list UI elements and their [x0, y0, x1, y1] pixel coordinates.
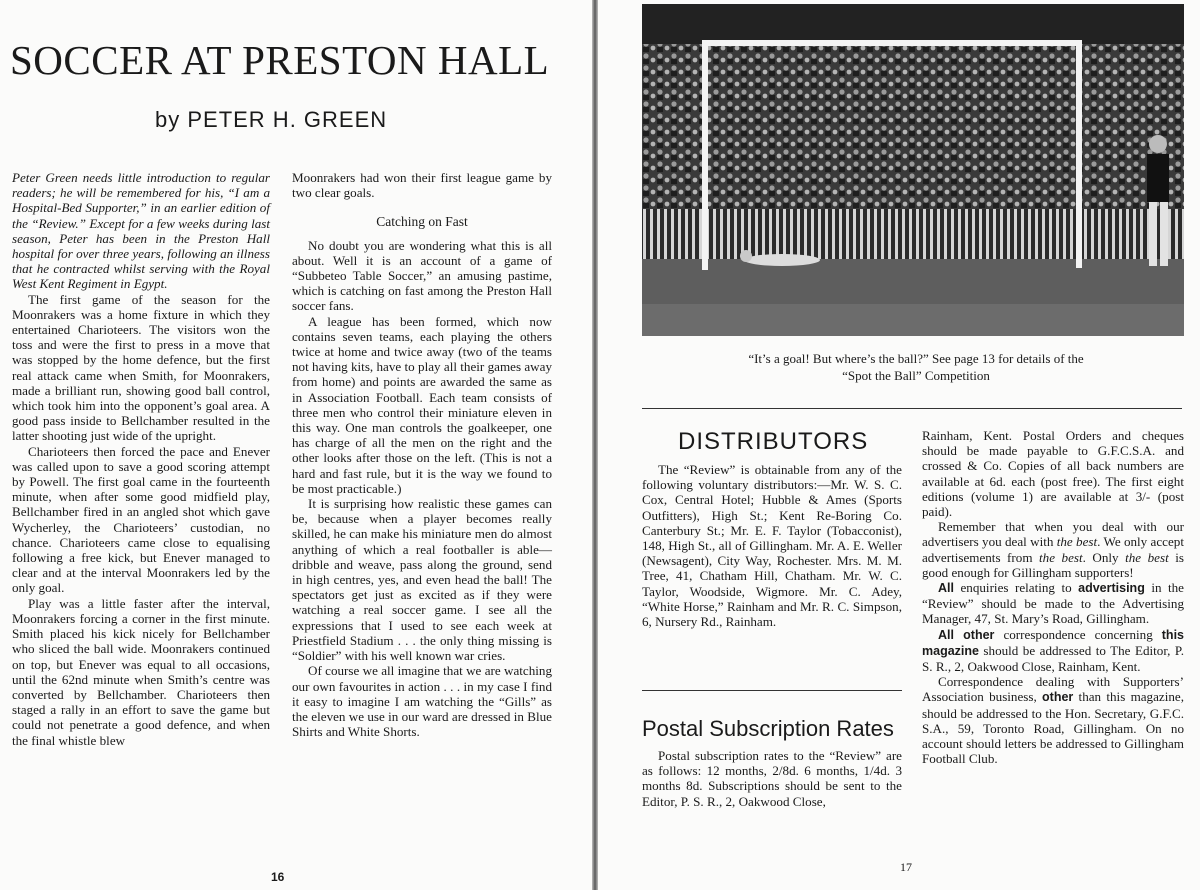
article-title: SOCCER AT PRESTON HALL — [10, 37, 550, 83]
article-paragraph: It is surprising how realistic these games can be, because when a player becomes really skilled, he can make his miniature men do almost anything of which a real footballer is able—dribble and weave, pass along the ground, send in high centres, yes, and even head the ball! The spectators get just as excited as if they were watching a real soccer game. I see all the expressions that I used to see each week at Priestfield Stadium . . . the only thing missing is “Soldier” with his well known war cries. — [292, 496, 552, 664]
page-number: 17 — [900, 860, 912, 874]
distributors-column — [642, 462, 902, 629]
author-intro: Peter Green needs little introduction to regular readers; he will be remembered for his, “I am a Hospital-Bed Supporter,” in an earlier edition of the “Review.” Except for a few weeks during last season, Peter has been in the Preston Hall hospital for over three years, following an illness that he contracted whilst serving with the Royal West Kent Regiment in Egypt. — [12, 170, 270, 292]
postal-column — [642, 748, 902, 809]
caption-line: “It’s a goal! But where’s the ball?” See page 13 for details of the — [748, 351, 1084, 366]
article-paragraph: Play was a little faster after the interval, Moonrakers forcing a corner in the first minute. Smith placed his kick nicely for Bellchamber who sliced the ball wide. Moonrakers continued on top, but Enever was equal to all occasions, until the 62nd minute when Smith’s centre was converted by Bellchamber. Charioteers then staged a rally in an effort to save the game but could not penetrate a good defence, and when the final whistle blew — [12, 595, 270, 748]
article-paragraph: Charioteers then forced the pace and Enever was called upon to save a good scoring attempt by Powell. The first goal came in the fourteenth minute, when after some good midfield play, Bellchamber fired in an angled shot which gave Wycherley, the Charioteers’ custodian, no chance. Charioteers came close to equalising following a free kick, but Enever managed to clear and at the interval Moonrakers led by the only goal. — [12, 443, 270, 596]
info-paragraph: Remember that when you deal with our advertisers you deal with the best. We only accept advertisements from the best. Only the best is good enough for Gillingham supporters! — [922, 519, 1184, 580]
right-page — [598, 0, 1200, 890]
article-byline: by PETER H. GREEN — [155, 107, 388, 132]
article-paragraph: No doubt you are wondering what this is all about. Well it is an account of a game of “Subbeteo Table Soccer,” an amusing pastime, which is catching on fast among the Preston Hall soccer fans. — [292, 237, 552, 314]
divider-rule — [642, 690, 902, 691]
article-paragraph: The first game of the season for the Moonrakers was a home fixture in which they entertained Charioteers. The visitors won the toss and were the first to press in a move that was stopped by the home defence, but the first real attack came when Smith, for Moonrakers, made a brilliant run, showing good ball control, which took him into the opponent’s goal area. A good pass inside to Bellchamber resulted in the latter shooting just wide of the upright. — [12, 291, 270, 444]
article-column-2 — [292, 170, 552, 739]
photo-caption — [656, 350, 1176, 384]
article-subheading: Catching on Fast — [376, 214, 468, 230]
info-paragraph: Rainham, Kent. Postal Orders and cheques should be made payable to G.F.C.S.A. and crossed & Co. Copies of all back numbers are available at 6d. each (post free). The first eight editions (volume 1) are available at 3/- (post paid). — [922, 428, 1184, 520]
football-goal-photo — [642, 4, 1184, 336]
info-paragraph: All enquiries relating to advertising in the “Review” should be made to the Advertising Manager, 47, St. Mary’s Road, Gillingham. — [922, 580, 1184, 627]
article-paragraph: A league has been formed, which now contains seven teams, each playing the others twice at home and twice away (two of the teams not having kits, have to play all their games away from home) and points are awarded the same as in Association Football. Each team consists of three men who control their miniature eleven in this way. One man controls the goalkeeper, one has charge of all the men on the right and the other looks after those on the left. (This is not a hard and fast rule, but it is the way we found to be most practicable.) — [292, 313, 552, 496]
article-paragraph: Moonrakers had won their first league game by two clear goals. — [292, 170, 552, 201]
left-page — [0, 0, 592, 890]
divider-rule — [642, 408, 1182, 409]
distributors-heading: DISTRIBUTORS — [678, 428, 869, 455]
article-column-1 — [12, 170, 270, 748]
info-paragraph: All other correspondence concerning this magazine should be addressed to The Editor, P. S. R., 2, Oakwood Close, Rainham, Kent. — [922, 626, 1184, 675]
info-paragraph: Correspondence dealing with Supporters’ Association business, other than this magazine, should be addressed to the Hon. Secretary, G.F.C. S.A., 59, Toronto Road, Gillingham. On no account should letters be addressed to Gillingham Football Club. — [922, 674, 1184, 767]
distributors-text: The “Review” is obtainable from any of the following voluntary distributors:—Mr. W. S. C. Cox, Central Hotel; Hubble & Ames (Sports Outfitters), High St.; Kent Re-Boring Co. Canterbury St.; Mr. E. F. Taylor (Tobacconist), 148, High St., all of Gillingham. Mr. A. E. Weller (Newsagent), City Way, Rochester. Mrs. M. M. Tree, 41, Chatham Hill, Chatham. Mr. W. C. Taylor, Woodside, Wigmore. Mr. C. Adey, “White Horse,” Rainham and Mr. R. C. Simpson, 6, Nursery Rd., Rainham. — [642, 462, 902, 630]
article-paragraph: Of course we all imagine that we are watching our own favourites in action . . . in my case I find it easy to imagine I am watching the “Gills” as the eleven we use in our ward are dressed in Blue Shirts and White Shorts. — [292, 663, 552, 740]
caption-line: “Spot the Ball” Competition — [842, 368, 990, 383]
page-number: 16 — [271, 870, 285, 884]
info-column — [922, 428, 1184, 766]
postal-text: Postal subscription rates to the “Review” are as follows: 12 months, 2/8d. 6 months, 1/4d. 3 months 8d. Subscriptions should be sent to the Editor, P. S. R., 2, Oakwood Close, — [642, 748, 902, 809]
postal-heading: Postal Subscription Rates — [642, 716, 894, 741]
